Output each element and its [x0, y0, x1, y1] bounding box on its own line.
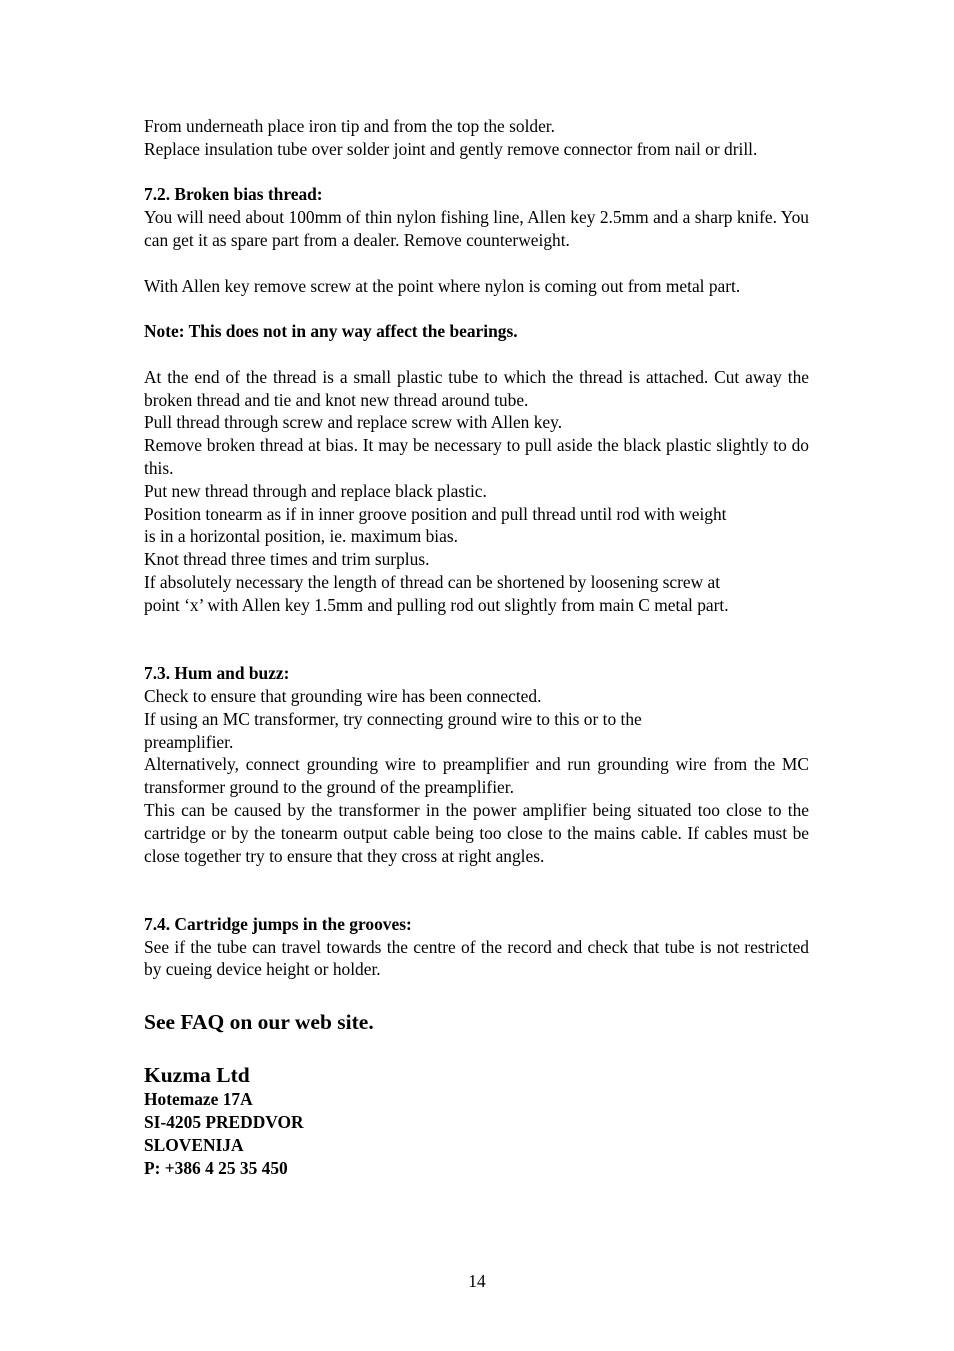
- section-7-3-line-3: preamplifier.: [144, 731, 234, 752]
- section-7-2-heading: 7.2. Broken bias thread:: [144, 184, 323, 205]
- section-7-2-step: Remove broken thread at bias. It may be necessary to pull aside the black plastic slightly to do this.: [144, 435, 809, 478]
- section-7-2-step: Put new thread through and replace black plastic.: [144, 480, 487, 501]
- company-street: Hotemaze 17A: [144, 1089, 253, 1110]
- intro-line-1: From underneath place iron tip and from the top the solder.: [144, 116, 555, 136]
- company-country: SLOVENIJA: [144, 1134, 244, 1155]
- faq-note: See FAQ on our web site.: [144, 1010, 374, 1035]
- section-7-3-line-1: Check to ensure that grounding wire has been connected.: [144, 685, 542, 706]
- section-7-2-step: Knot thread three times and trim surplus.: [144, 549, 430, 570]
- company-city: SI-4205 PREDDVOR: [144, 1112, 304, 1133]
- section-7-4-heading: 7.4. Cartridge jumps in the grooves:: [144, 913, 412, 934]
- section-7-3-line-2: If using an MC transformer, try connecting ground wire to this or to the: [144, 708, 642, 729]
- section-7-3-heading: 7.3. Hum and buzz:: [144, 663, 290, 684]
- section-7-2-para-1: You will need about 100mm of thin nylon fishing line, Allen key 2.5mm and a sharp knife. You can get it as spare part from a dealer. Remove counterweight.: [144, 207, 809, 250]
- section-7-2-step: Pull thread through screw and replace screw with Allen key.: [144, 412, 563, 433]
- section-7-2-para-2: With Allen key remove screw at the point where nylon is coming out from metal part.: [144, 275, 741, 296]
- section-7-3-para-2: Alternatively, connect grounding wire to preamplifier and run grounding wire from the MC transformer ground to the ground of the preamplifier.: [144, 754, 809, 798]
- section-7-2-step: point ‘x’ with Allen key 1.5mm and pulling rod out slightly from main C metal part.: [144, 594, 729, 615]
- section-7-2-step: is in a horizontal position, ie. maximum bias.: [144, 526, 458, 547]
- section-7-2-note: Note: This does not in any way affect the bearings.: [144, 321, 518, 342]
- document-page: [144, 115, 809, 1179]
- intro-line-2: Replace insulation tube over solder joint and gently remove connector from nail or drill.: [144, 138, 758, 159]
- section-7-2-step: At the end of the thread is a small plastic tube to which the thread is attached. Cut away the broken thread and tie and knot new thread around tube.: [144, 366, 809, 410]
- company-phone: P: +386 4 25 35 450: [144, 1157, 288, 1178]
- section-7-3-para-3: This can be caused by the transformer in the power amplifier being situated too close to the cartridge or by the tonearm output cable being too close to the mains cable. If cables must be close together try to ensure that they cross at right angles.: [144, 799, 809, 866]
- section-7-4-para-1: See if the tube can travel towards the centre of the record and check that tube is not restricted by cueing device height or holder.: [144, 936, 809, 980]
- section-7-2-step: Position tonearm as if in inner groove position and pull thread until rod with weight: [144, 503, 727, 524]
- section-7-2-step: If absolutely necessary the length of thread can be shortened by loosening screw at: [144, 571, 721, 592]
- page-number: 14: [468, 1271, 486, 1291]
- company-name: Kuzma Ltd: [144, 1063, 250, 1088]
